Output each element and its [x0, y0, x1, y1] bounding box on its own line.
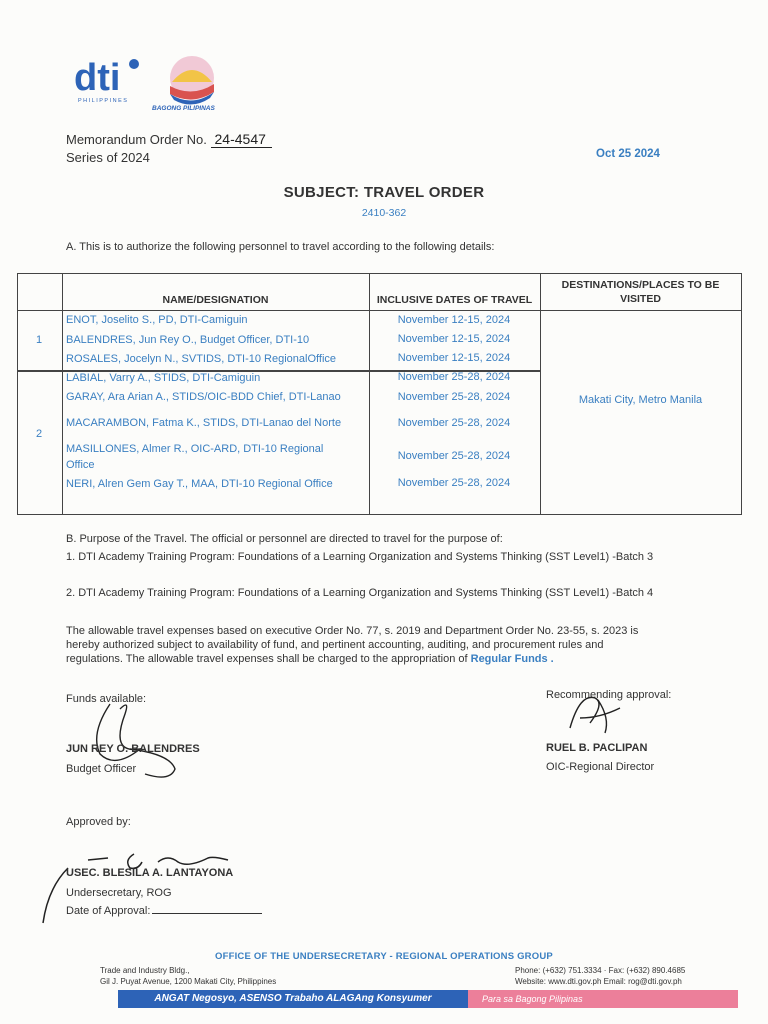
footer-banner: [118, 990, 738, 1008]
row-name-6: MACARAMBON, Fatma K., STIDS, DTI-Lanao del Norte: [66, 417, 342, 429]
expenses-line-1: The allowable travel expenses based on executive Order No. 77, s. 2019 and Department Order No. 23-55, s. 2023 is: [66, 625, 639, 637]
date-of-approval-label: Date of Approval:: [66, 905, 151, 917]
row-name-3: ROSALES, Jocelyn N., SVTIDS, DTI-10 RegionalOffice: [66, 353, 337, 365]
header-destination: DESTINATIONS/PLACES TO BE VISITED: [561, 279, 720, 305]
memo-date: Oct 25 2024: [596, 148, 660, 160]
row-name-7b: Office: [66, 459, 95, 471]
purpose-item-2: 2. DTI Academy Training Program: Foundations of a Learning Organization and Systems Thinking (SST Level1) -Batch 4: [66, 587, 654, 599]
regular-funds-text: Regular Funds .: [470, 653, 554, 665]
row-dates-3: November 12-15, 2024: [397, 352, 511, 364]
approver-title: Undersecretary, ROG: [66, 887, 172, 899]
funds-officer-title: Budget Officer: [66, 763, 137, 775]
destination-cell: Makati City, Metro Manila: [578, 394, 703, 406]
section-a-text: A. This is to authorize the following personnel to travel according to the following details:: [66, 241, 495, 253]
row-dates-8: November 25-28, 2024: [397, 477, 511, 489]
row-dates-2: November 12-15, 2024: [397, 333, 511, 345]
expenses-line-2: hereby authorized subject to availability of fund, and pertinent accounting, auditing, and procurement rules and: [66, 639, 604, 651]
banner-slogan: ANGAT Negosyo, ASENSO Trabaho ALAGAng Konsyumer: [118, 990, 468, 1008]
group-number-1: 1: [35, 334, 43, 346]
subject-title: SUBJECT: TRAVEL ORDER: [283, 184, 485, 201]
group-number-2: 2: [35, 428, 43, 440]
dti-logo-text: dti: [74, 57, 121, 99]
approver-name: USEC. BLESILA A. LANTAYONA: [66, 867, 234, 879]
banner-tagline: Para sa Bagong Pilipinas: [468, 990, 738, 1008]
row-name-4: LABIAL, Varry A., STIDS, DTI-Camiguin: [66, 372, 261, 384]
date-of-approval: [66, 905, 262, 917]
travel-table: [17, 273, 742, 515]
row-dates-4: November 25-28, 2024: [397, 371, 511, 383]
recommending-officer-title: OIC-Regional Director: [546, 761, 655, 773]
row-name-2: BALENDRES, Jun Rey O., Budget Officer, DTI-10: [66, 334, 310, 346]
footer-phone: Phone: (+632) 751.3334 · Fax: (+632) 890.4685: [515, 966, 686, 975]
row-dates-6: November 25-28, 2024: [397, 417, 511, 429]
approved-by-label: Approved by:: [66, 816, 131, 828]
bp-logo-text: BAGONG PILIPINAS: [152, 105, 215, 112]
footer-address-2: Gil J. Puyat Avenue, 1200 Makati City, Philippines: [100, 977, 277, 986]
memo-order-number: 24-4547: [211, 131, 272, 148]
recommending-approval-label: Recommending approval:: [546, 689, 672, 701]
header-name: NAME/DESIGNATION: [162, 294, 269, 306]
purpose-item-1: 1. DTI Academy Training Program: Foundations of a Learning Organization and Systems Thinking (SST Level1) -Batch 3: [66, 551, 654, 563]
recommending-officer-name: RUEL B. PACLIPAN: [546, 742, 648, 754]
dti-logo-sub: PHILIPPINES: [78, 98, 129, 104]
row-name-1: ENOT, Joselito S., PD, DTI-Camiguin: [66, 314, 248, 326]
row-dates-1: November 12-15, 2024: [397, 314, 511, 326]
date-of-approval-line: [152, 913, 262, 914]
footer-web: Website: www.dti.gov.ph Email: rog@dti.gov.ph: [515, 977, 682, 986]
row-name-8: NERI, Alren Gem Gay T., MAA, DTI-10 Regional Office: [66, 478, 333, 490]
header-dates: INCLUSIVE DATES OF TRAVEL: [376, 294, 533, 306]
expenses-line-3-text: regulations. The allowable travel expenses shall be charged to the appropriation of: [66, 653, 471, 665]
dti-logo: [72, 56, 152, 104]
bagong-pilipinas-logo: [150, 52, 230, 112]
row-name-5: GARAY, Ara Arian A., STIDS/OIC-BDD Chief, DTI-Lanao: [66, 391, 341, 403]
memo-order-line: [66, 131, 272, 147]
row-dates-7: November 25-28, 2024: [397, 450, 511, 462]
row-name-7: MASILLONES, Almer R., OIC-ARD, DTI-10 Regional: [66, 443, 324, 455]
signature-paclipan: [560, 688, 630, 738]
funds-officer-name: JUN REY O. BALENDRES: [66, 743, 200, 755]
memo-series: Series of 2024: [66, 150, 150, 165]
section-b-intro: B. Purpose of the Travel. The official or personnel are directed to travel for the purpose of:: [66, 533, 503, 545]
subject-reference: 2410-362: [361, 207, 407, 219]
memo-order-label: Memorandum Order No.: [66, 132, 207, 147]
expenses-line-3: [66, 653, 554, 665]
funds-available-label: Funds available:: [66, 693, 147, 705]
footer-address-1: Trade and Industry Bldg.,: [100, 966, 190, 975]
row-dates-5: November 25-28, 2024: [397, 391, 511, 403]
footer-office: OFFICE OF THE UNDERSECRETARY - REGIONAL OPERATIONS GROUP: [215, 951, 553, 962]
